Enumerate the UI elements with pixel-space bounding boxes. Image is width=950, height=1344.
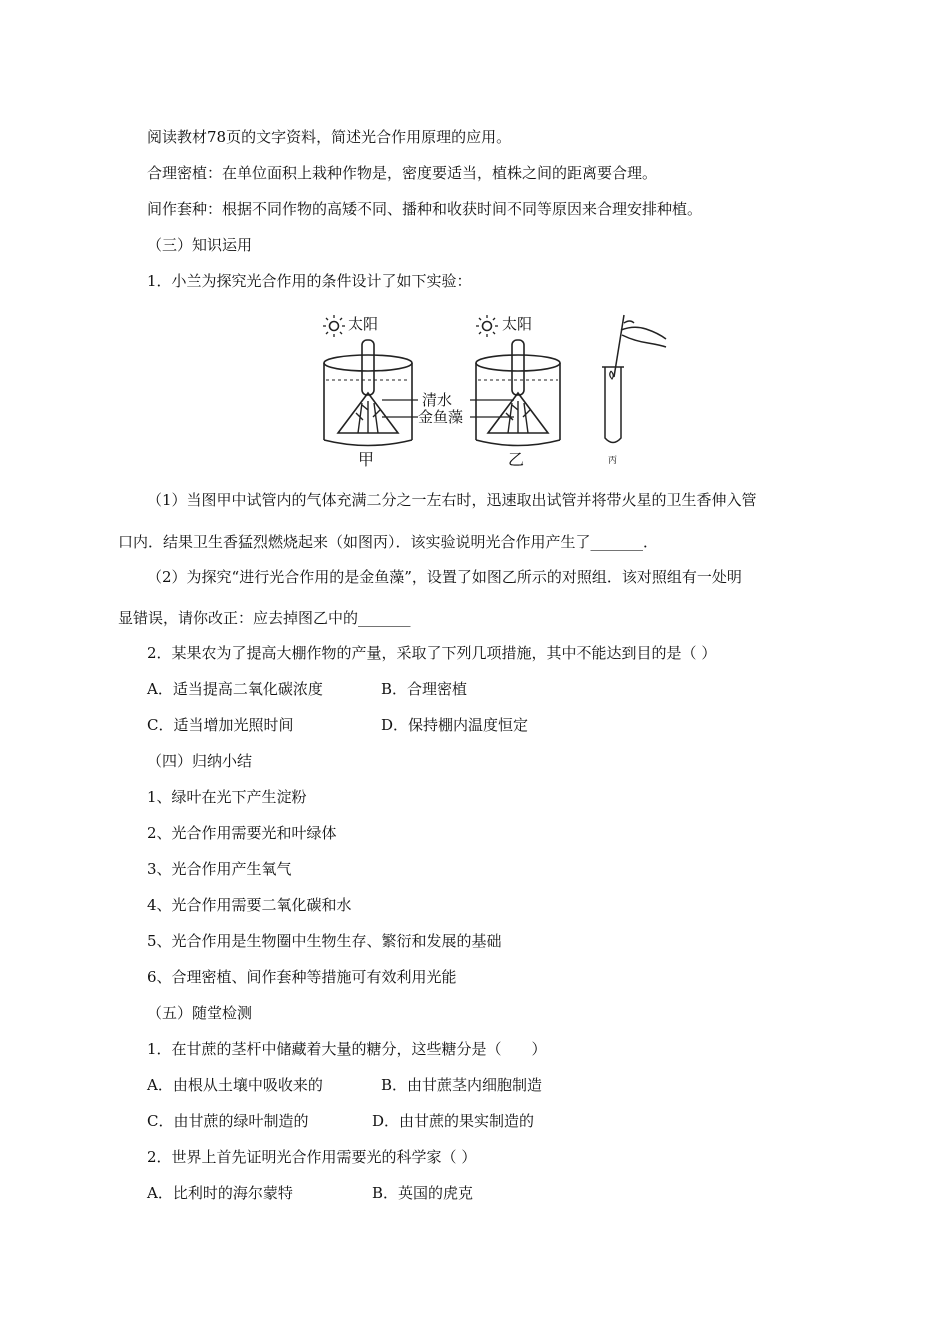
sun-icon [483,322,492,331]
quiz-q2-option-a: A．比利时的海尔蒙特 [147,1184,293,1202]
q2-option-b: B．合理密植 [381,680,468,698]
section3-title: （三）知识运用 [147,236,253,254]
summary-item: 6、合理密植、间作套种等措施可有效利用光能 [147,968,457,986]
reading-instruction: 阅读教材78页的文字资料，简述光合作用原理的应用。 [147,128,512,146]
dense-planting-text: 合理密植：在单位面积上栽种作物是，密度要适当，植株之间的距离要合理。 [147,164,658,182]
quiz-q2-stem: 2．世界上首先证明光合作用需要光的科学家（ ） [147,1148,477,1166]
setup-bing [602,315,666,443]
sun-icon [330,322,339,331]
q1-part2-line1: （2）为探究“进行光合作用的是金鱼藻”，设置了如图乙所示的对照组．该对照组有一处明 [147,568,742,586]
label-jia: 甲 [358,450,375,469]
q1-part1-line2: 口内．结果卫生香猛烈燃烧起来（如图丙）．该实验说明光合作用产生了_______． [118,533,659,551]
quiz-q1-stem: 1．在甘蔗的茎杆中储藏着大量的糖分，这些糖分是（ ） [147,1040,547,1058]
setup-yi [476,315,560,446]
experiment-figure [318,305,668,470]
quiz-q1-option-b: B．由甘蔗茎内细胞制造 [381,1076,543,1094]
q2-stem: 2．某果农为了提高大棚作物的产量，采取了下列几项措施，其中不能达到目的是（ ） [147,644,717,662]
label-yi: 乙 [508,450,525,469]
summary-item: 2、光合作用需要光和叶绿体 [147,824,337,842]
setup-jia [323,315,412,446]
q1-part2-line2: 显错误，请你改正：应去掉图乙中的_______ [118,609,411,627]
q2-option-c: C．适当增加光照时间 [147,716,294,734]
q2-option-d: D．保持棚内温度恒定 [381,716,529,734]
section4-title: （四）归纳小结 [147,752,253,770]
sun-label-jia: 太阳 [348,315,379,333]
quiz-q1-option-c: C．由甘蔗的绿叶制造的 [147,1112,309,1130]
quiz-q2-option-b: B．英国的虎克 [372,1184,474,1202]
plant-label: 金鱼藻 [418,408,464,426]
summary-item: 5、光合作用是生物圈中生物生存、繁衍和发展的基础 [147,932,502,950]
water-label: 清水 [422,391,453,409]
section5-title: （五）随堂检测 [147,1004,253,1022]
quiz-q1-option-a: A．由根从土壤中吸收来的 [147,1076,323,1094]
quiz-q1-option-d: D．由甘蔗的果实制造的 [372,1112,535,1130]
q2-option-a: A．适当提高二氧化碳浓度 [147,680,323,698]
sun-label-yi: 太阳 [502,315,533,333]
summary-item: 1、绿叶在光下产生淀粉 [147,788,307,806]
q1-part1-line1: （1）当图甲中试管内的气体充满二分之一左右时，迅速取出试管并将带火星的卫生香伸入管 [147,491,757,509]
intercropping-text: 间作套种：根据不同作物的高矮不同、播种和收获时间不同等原因来合理安排种植。 [147,200,703,218]
section3-q1-stem: 1．小兰为探究光合作用的条件设计了如下实验： [147,272,472,290]
label-bing: 丙 [608,456,618,466]
summary-item: 3、光合作用产生氧气 [147,860,292,878]
summary-item: 4、光合作用需要二氧化碳和水 [147,896,352,914]
